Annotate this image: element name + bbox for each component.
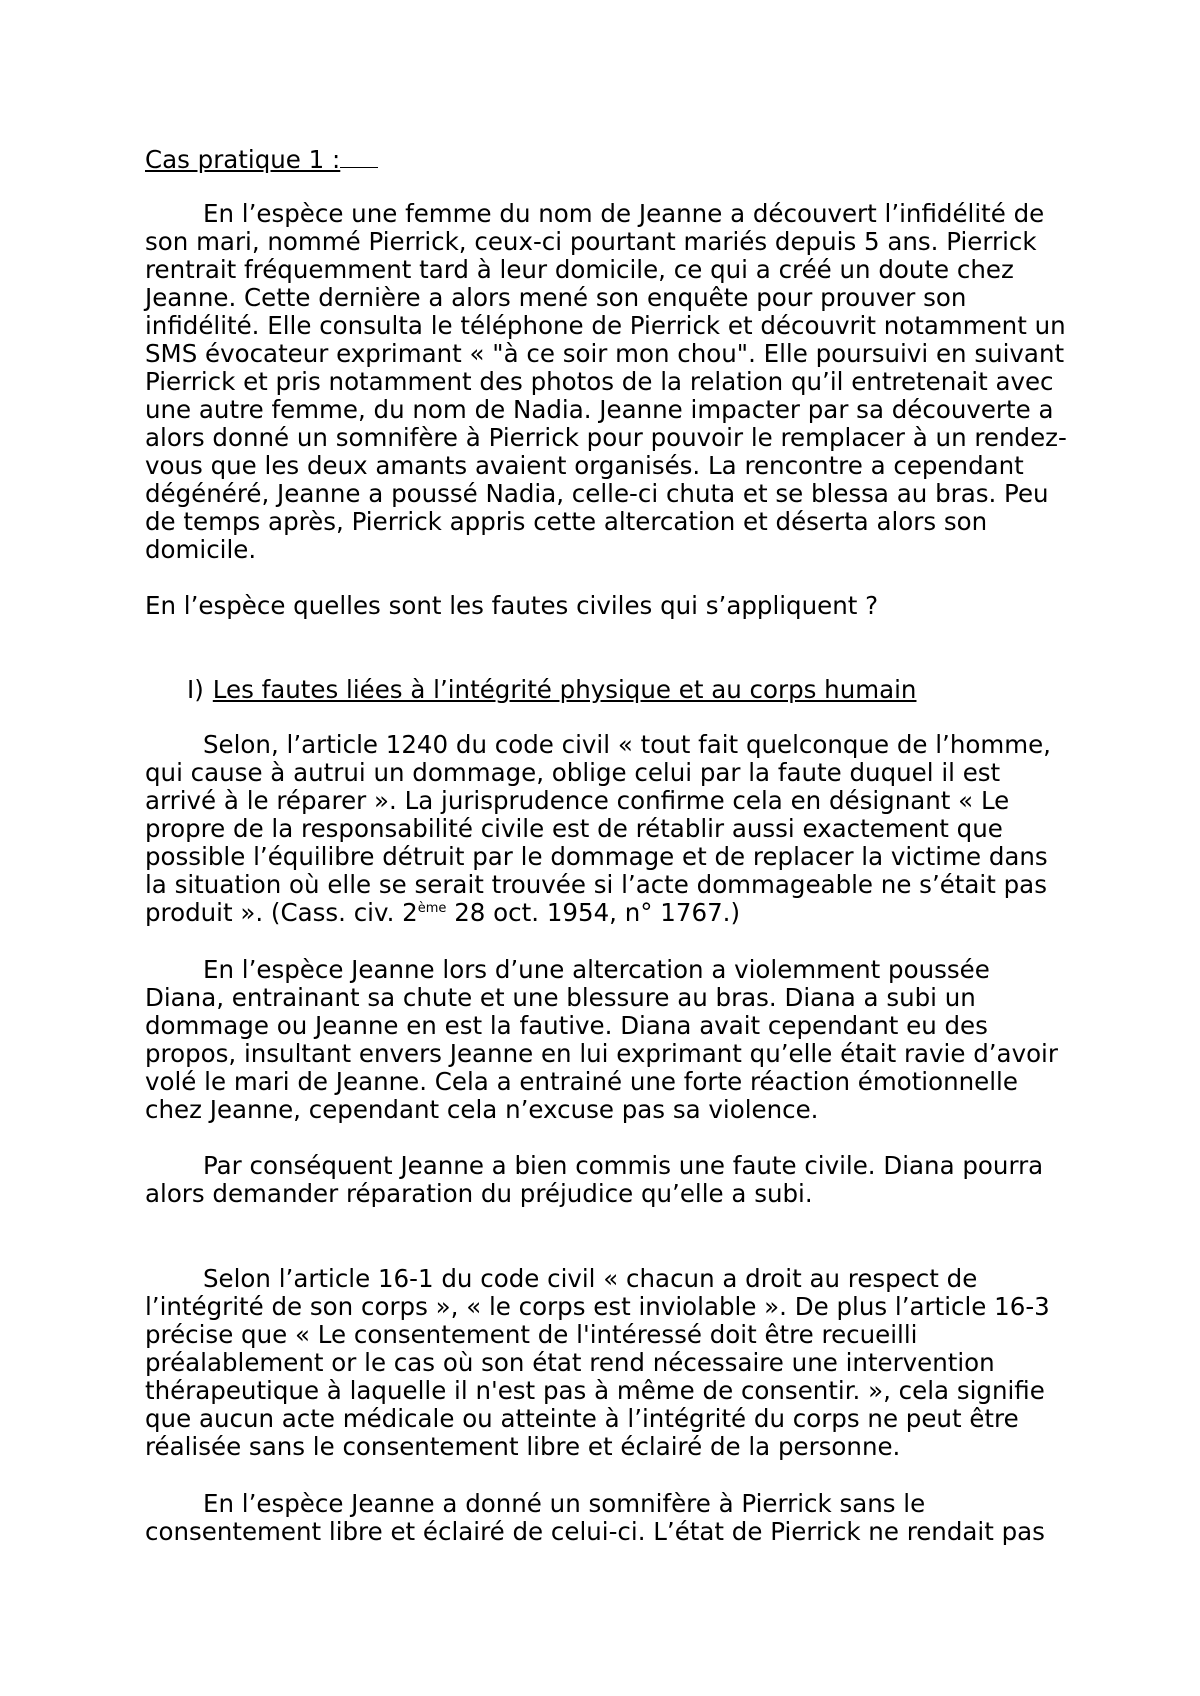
text-line: son mari, nommé Pierrick, ceux-ci pourtant mariés depuis 5 ans. Pierrick bbox=[145, 227, 1037, 256]
document-title: Cas pratique 1 : bbox=[145, 145, 378, 174]
text-line: une autre femme, du nom de Nadia. Jeanne impacter par sa découverte a bbox=[145, 395, 1054, 424]
text-line: En l’espèce une femme du nom de Jeanne a découvert l’infidélité de bbox=[203, 199, 1045, 228]
citation-text: 28 oct. 1954, n° 1767.) bbox=[446, 898, 741, 927]
section-heading bbox=[187, 676, 916, 704]
text-line: Pierrick et pris notamment des photos de la relation qu’il entretenait avec bbox=[145, 367, 1054, 396]
text-line: SMS évocateur exprimant « "à ce soir mon chou". Elle poursuivi en suivant bbox=[145, 339, 1065, 368]
text-line: consentement libre et éclairé de celui-ci. L’état de Pierrick ne rendait pas bbox=[145, 1517, 1045, 1546]
text-line: thérapeutique à laquelle il n'est pas à même de consentir. », cela signifie bbox=[145, 1376, 1045, 1405]
text-line: Selon, l’article 1240 du code civil « tout fait quelconque de l’homme, bbox=[203, 730, 1051, 759]
text-line: Par conséquent Jeanne a bien commis une faute civile. Diana pourra bbox=[203, 1151, 1044, 1180]
text-line: qui cause à autrui un dommage, oblige celui par la faute duquel il est bbox=[145, 758, 1001, 787]
text-line: alors demander réparation du préjudice qu’elle a subi. bbox=[145, 1179, 813, 1208]
text-line: volé le mari de Jeanne. Cela a entrainé une forte réaction émotionnelle bbox=[145, 1067, 1018, 1096]
text-line: possible l’équilibre détruit par le dommage et de replacer la victime dans bbox=[145, 842, 1048, 871]
text-line: Diana, entrainant sa chute et une blessure au bras. Diana a subi un bbox=[145, 983, 976, 1012]
text-line: Selon l’article 16-1 du code civil « chacun a droit au respect de bbox=[203, 1264, 978, 1293]
text-line: En l’espèce Jeanne lors d’une altercation a violemment poussée bbox=[203, 955, 990, 984]
text-line: la situation où elle se serait trouvée si l’acte dommageable ne s’était pas bbox=[145, 870, 1047, 899]
text-line: chez Jeanne, cependant cela n’excuse pas sa violence. bbox=[145, 1095, 819, 1124]
section-number: I) bbox=[187, 675, 204, 704]
text-line: En l’espèce Jeanne a donné un somnifère à Pierrick sans le bbox=[203, 1489, 926, 1518]
text-line: réalisée sans le consentement libre et éclairé de la personne. bbox=[145, 1432, 901, 1461]
text-line: rentrait fréquemment tard à leur domicile, ce qui a créé un doute chez bbox=[145, 255, 1014, 284]
text-line: préalablement or le cas où son état rend nécessaire une intervention bbox=[145, 1348, 995, 1377]
text-line: dégénéré, Jeanne a poussé Nadia, celle-ci chuta et se blessa au bras. Peu bbox=[145, 479, 1049, 508]
citation-superscript: ème bbox=[417, 900, 447, 916]
citation-text: produit ». (Cass. civ. 2 bbox=[145, 898, 418, 927]
text-line: l’intégrité de son corps », « le corps est inviolable ». De plus l’article 16-3 bbox=[145, 1292, 1050, 1321]
text-line: domicile. bbox=[145, 535, 257, 564]
text-line: propre de la responsabilité civile est de rétablir aussi exactement que bbox=[145, 814, 1003, 843]
text-line: de temps après, Pierrick appris cette altercation et déserta alors son bbox=[145, 507, 988, 536]
text-line: infidélité. Elle consulta le téléphone de Pierrick et découvrit notamment un bbox=[145, 311, 1066, 340]
text-line bbox=[145, 899, 740, 927]
text-line: vous que les deux amants avaient organisés. La rencontre a cependant bbox=[145, 451, 1024, 480]
question-line: En l’espèce quelles sont les fautes civiles qui s’appliquent ? bbox=[145, 591, 879, 620]
text-line: Jeanne. Cette dernière a alors mené son enquête pour prouver son bbox=[145, 283, 967, 312]
text-line: que aucun acte médicale ou atteinte à l’intégrité du corps ne peut être bbox=[145, 1404, 1019, 1433]
text-line: arrivé à le réparer ». La jurisprudence confirme cela en désignant « Le bbox=[145, 786, 1010, 815]
text-line: propos, insultant envers Jeanne en lui exprimant qu’elle était ravie d’avoir bbox=[145, 1039, 1058, 1068]
text-line: dommage ou Jeanne en est la fautive. Diana avait cependant eu des bbox=[145, 1011, 988, 1040]
section-title: Les fautes liées à l’intégrité physique et au corps humain bbox=[212, 675, 917, 704]
text-line: alors donné un somnifère à Pierrick pour pouvoir le remplacer à un rendez- bbox=[145, 423, 1067, 452]
text-line: précise que « Le consentement de l'intéressé doit être recueilli bbox=[145, 1320, 918, 1349]
